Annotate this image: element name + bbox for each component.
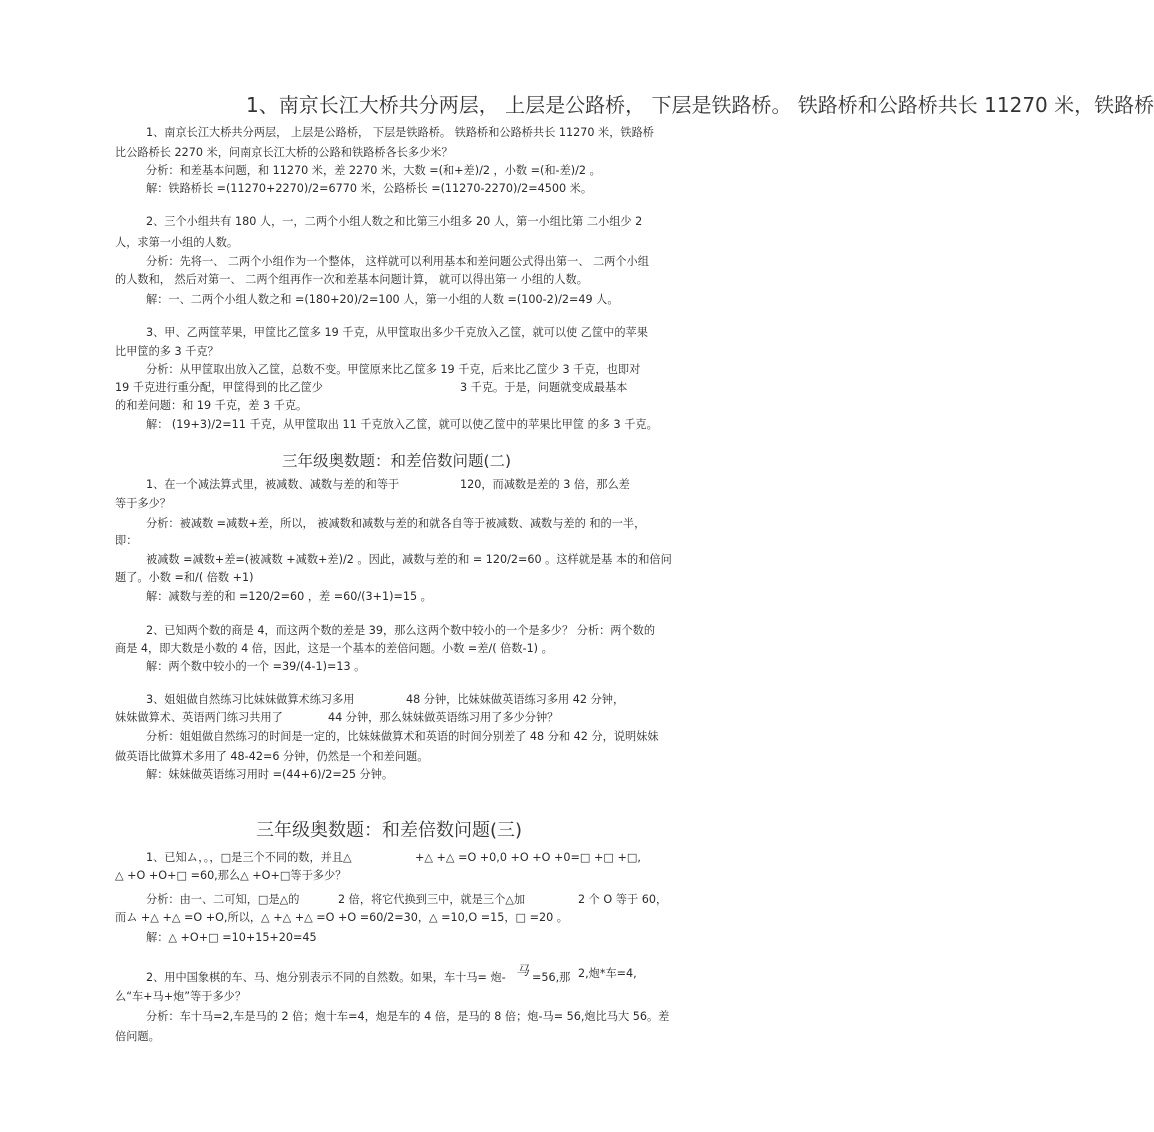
text-line: 2,炮*车=4, — [578, 967, 637, 980]
text-line: 2 倍，将它代换到三中，就是三个△加 — [338, 893, 526, 906]
text-line: 分析：先将一、 二两个小组作为一个整体， 这样就可以利用基本和差问题公式得出第一、 二两个小组 — [146, 255, 649, 268]
text-line: 即： — [115, 534, 138, 547]
page-title: 1、南京长江大桥共分两层， 上层是公路桥， 下层是铁路桥。 铁路桥和公路桥共长 11270 米，铁路桥 — [246, 93, 1154, 117]
text-line: 19 千克进行重分配，甲筐得到的比乙筐少 — [115, 381, 323, 394]
text-line: 2、用中国象棋的车、马、炮分别表示不同的自然数。如果，车十马= 炮- — [146, 971, 506, 984]
text-line: 分析：从甲筐取出放入乙筐，总数不变。甲筐原来比乙筐多 19 千克，后来比乙筐少 3 千克，也即对 — [146, 363, 641, 376]
text-line: 比甲筐的多 3 千克？ — [115, 345, 219, 358]
text-line: 解：减数与差的和 =120/2=60 ，差 =60/(3+1)=15 。 — [146, 590, 432, 603]
text-line: 人，求第一小组的人数。 — [115, 236, 239, 249]
text-line: 3、姐姐做自然练习比妹妹做算术练习多用 — [146, 693, 355, 706]
text-line: 2 个 O 等于 60， — [578, 893, 668, 906]
text-line: 题了。小数 =和/( 倍数 +1) — [115, 571, 254, 584]
text-line: 分析：姐姐做自然练习的时间是一定的，比妹妹做算术和英语的时间分别差了 48 分和 42 分，说明妹妹 — [146, 730, 659, 743]
text-line: 商是 4，即大数是小数的 4 倍，因此，这是一个基本的差倍问题。小数 =差/( 倍数-1) 。 — [115, 642, 553, 655]
text-line: 被减数 =减数+差=(被减数 +减数+差)/2 。因此，减数与差的和 = 120/2=60 。这样就是基 本的和倍问 — [146, 553, 672, 566]
text-line: 48 分钟，比妹妹做英语练习多用 42 分钟， — [406, 693, 625, 706]
text-line: 么“车+马+炮”等于多少？ — [115, 990, 247, 1003]
text-line: 马 — [516, 964, 530, 979]
section-heading: 三年级奥数题：和差倍数问题(三) — [256, 820, 523, 841]
text-line: 120，而减数是差的 3 倍，那么差 — [460, 478, 630, 491]
text-line: 比公路桥长 2270 米，问南京长江大桥的公路和铁路桥各长多少米？ — [115, 146, 453, 159]
text-line: 解：妹妹做英语练习用时 =(44+6)/2=25 分钟。 — [146, 768, 394, 781]
text-line: 3 千克。于是，问题就变成最基本 — [460, 381, 628, 394]
text-line: 分析：车十马=2,车是马的 2 倍；炮十车=4，炮是车的 4 倍，是马的 8 倍；炮-马= 56,炮比马大 56。差 — [146, 1010, 670, 1023]
text-line: 2、已知两个数的商是 4，而这两个数的差是 39，那么这两个数中较小的一个是多少？ 分析：两个数的 — [146, 624, 656, 637]
text-line: 分析：由一、二可知，□是△的 — [146, 893, 300, 906]
text-line: 44 分钟，那么妹妹做英语练习用了多少分钟？ — [328, 711, 559, 724]
text-line: =56,那 — [532, 971, 571, 984]
text-line: 倍问题。 — [115, 1030, 160, 1043]
text-line: 1、南京长江大桥共分两层， 上层是公路桥， 下层是铁路桥。 铁路桥和公路桥共长 11270 米，铁路桥 — [146, 126, 654, 139]
text-line: 分析：和差基本问题，和 11270 米，差 2270 米，大数 =(和+差)/2 ，小数 =(和-差)/2 。 — [146, 164, 601, 177]
text-line: +△ +△ =O +0,0 +O +O +0=□ +□ +□, — [415, 851, 641, 864]
text-line: 分析：被减数 =减数+差，所以， 被减数和减数与差的和就各自等于被减数、减数与差的 和的一半， — [146, 517, 646, 530]
text-line: 解： (19+3)/2=11 千克，从甲筐取出 11 千克放入乙筐，就可以使乙筐中的苹果比甲筐 的多 3 千克。 — [146, 418, 658, 431]
text-line: 妹妹做算术、英语两门练习共用了 — [115, 711, 283, 724]
text-line: 解：△ +O+□ =10+15+20=45 — [146, 931, 317, 944]
text-line: 1、已知ム，。，□是三个不同的数，并且△ — [146, 851, 352, 864]
section-heading: 三年级奥数题：和差倍数问题(二) — [282, 452, 512, 470]
text-line: △ +O +O+□ =60,那么△ +O+□等于多少？ — [115, 869, 347, 882]
text-line: 2、三个小组共有 180 人，一，二两个小组人数之和比第三小组多 20 人，第一小组比第 二小组少 2 — [146, 215, 643, 228]
text-line: 的和差问题：和 19 千克，差 3 千克。 — [115, 399, 308, 412]
text-line: 的人数和， 然后对第一、 二两个组再作一次和差基本问题计算， 就可以得出第一 小组的人数。 — [115, 273, 588, 286]
text-line: 3、甲、乙两筐苹果，甲筐比乙筐多 19 千克，从甲筐取出多少千克放入乙筐，就可以使 乙筐中的苹果 — [146, 326, 648, 339]
text-line: 解：一、二两个小组人数之和 =(180+20)/2=100 人，第一小组的人数 =(100-2)/2=49 人。 — [146, 293, 619, 306]
text-line: 而ム +△ +△ =O +O,所以，△ +△ +△ =O +O =60/2=30，△ =10,O =15，□ =20 。 — [115, 911, 568, 924]
text-line: 解：铁路桥长 =(11270+2270)/2=6770 米，公路桥长 =(11270-2270)/2=4500 米。 — [146, 182, 593, 195]
text-line: 解：两个数中较小的一个 =39/(4-1)=13 。 — [146, 660, 366, 673]
text-line: 1、在一个减法算式里，被减数、减数与差的和等于 — [146, 478, 400, 491]
text-line: 等于多少？ — [115, 497, 171, 510]
text-line: 做英语比做算术多用了 48-42=6 分钟，仍然是一个和差问题。 — [115, 750, 429, 763]
